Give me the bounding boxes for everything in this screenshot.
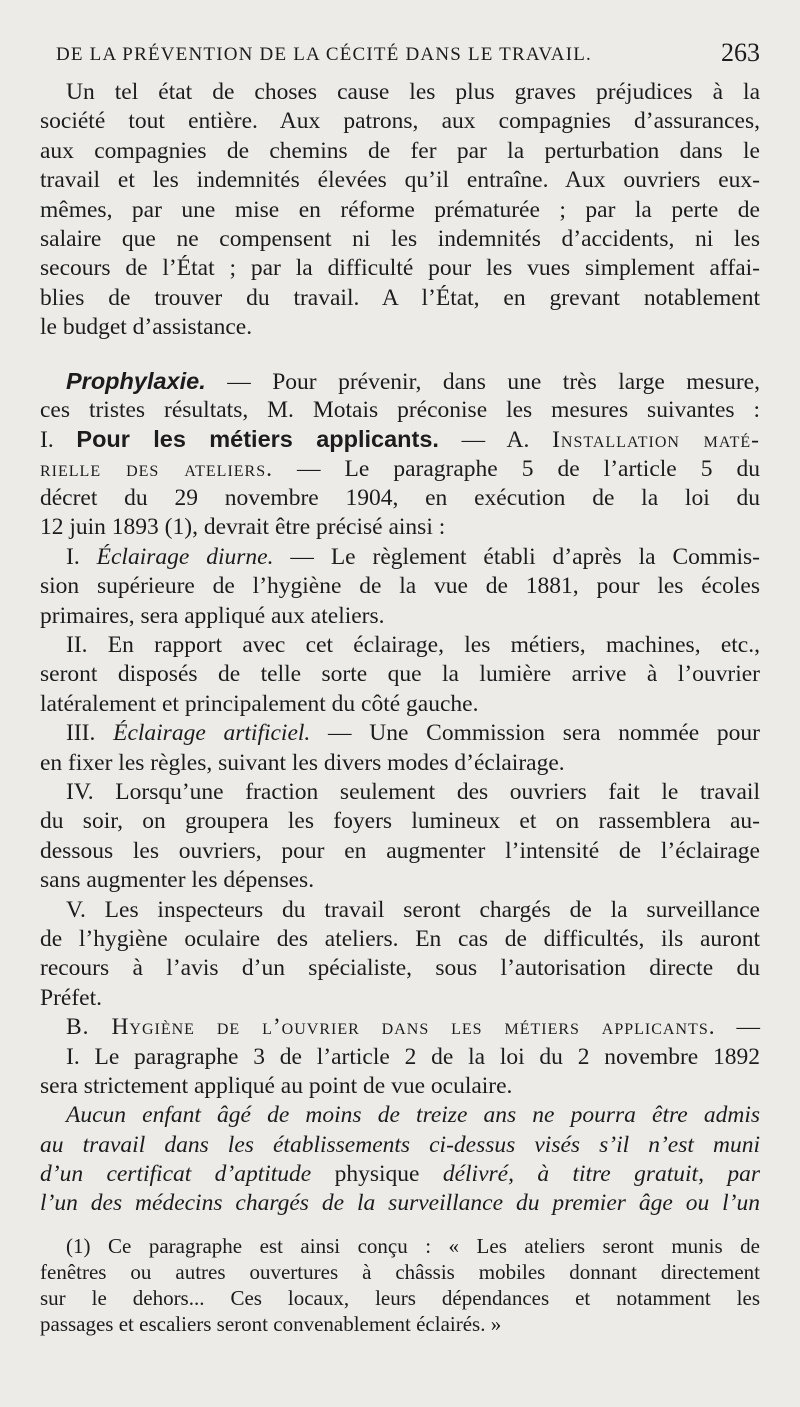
text-line (40, 543, 760, 572)
text-line: Préfet. (40, 984, 102, 1011)
text-line: le budget d’assistance. (40, 314, 253, 341)
text-line: sion supérieure de l’hygiène de la vue de 1881, pour les écoles (40, 573, 760, 600)
footnote-line: (1) Ce paragraphe est ainsi conçu : « Les ateliers seront munis de (66, 1233, 760, 1258)
subsection-heading: rielle des ateliers. (40, 455, 273, 482)
page-body (40, 78, 760, 1337)
text-line: 12 juin 1893 (1), devrait être précisé ainsi : (40, 514, 446, 541)
section-heading: Pour les métiers applicants. (76, 426, 439, 453)
text-line: sans augmenter les dépenses. (40, 867, 315, 894)
text-fragment: physique (334, 1161, 420, 1188)
text-line: latéralement et principalement du côté gauche. (40, 690, 479, 717)
text-line: mêmes, par une mise en réforme prématurée ; par la perte de (40, 196, 760, 223)
text-fragment: d’un certificat d’aptitude (40, 1161, 335, 1188)
text-fragment: — Une Commission sera nommée pour (310, 720, 761, 747)
text-line: recours à l’avis d’un spécialiste, sous l’autorisation directe du (40, 955, 760, 982)
running-title: DE LA PRÉVENTION DE LA CÉCITÉ DANS LE TRAVAIL. (56, 44, 592, 65)
text-line: primaires, sera appliqué aux ateliers. (40, 602, 385, 629)
text-line: société tout entière. Aux patrons, aux compagnies d’assurances, (40, 108, 760, 135)
quote-line: au travail dans les établissements ci-dessus visés s’il n’est muni (40, 1131, 760, 1158)
page-number: 263 (721, 38, 760, 67)
text-line: II. En rapport avec cet éclairage, les métiers, machines, etc., (66, 632, 760, 659)
text-line: ces tristes résultats, M. Motais préconise les mesures suivantes : (40, 396, 760, 423)
footnote-line: fenêtres ou autres ouvertures à châssis mobiles donnant directement (40, 1259, 760, 1284)
item-heading: Éclairage diurne. (96, 543, 274, 570)
text-line: secours de l’État ; par la difficulté pour les vues simplement affai- (40, 255, 760, 282)
text-line: en fixer les règles, suivant les divers modes d’éclairage. (40, 749, 565, 776)
text-line (40, 367, 760, 396)
text-line: salaire que ne compensent ni les indemnités d’accidents, ni les (40, 225, 760, 252)
quote-line (40, 1160, 760, 1189)
text-line: sera strictement appliqué au point de vue oculaire. (40, 1072, 513, 1099)
text-fragment: — Le règlement établi d’après la Commis- (273, 543, 760, 570)
text-line: V. Les inspecteurs du travail seront chargés de la surveillance (66, 896, 760, 923)
text-fragment: — (715, 1014, 760, 1041)
item-heading: Éclairage artificiel. (113, 720, 311, 747)
text-line: travail et les indemnités élevées qu’il entraîne. Aux ouvriers eux- (40, 167, 760, 194)
text-line: blies de trouver du travail. A l’État, en grevant notablement (40, 284, 760, 311)
text-fragment: — A. (438, 427, 553, 454)
text-line: seront disposés de telle sorte que la lumière arrive à l’ouvrier (40, 661, 760, 688)
text-line: décret du 29 novembre 1904, en exécution de la loi du (40, 485, 760, 512)
quote-line: l’un des médecins chargés de la surveillance du premier âge ou l’un (40, 1190, 760, 1217)
text-line (40, 425, 760, 454)
text-fragment: I. (40, 427, 77, 454)
text-line: dessous les ouvriers, pour en augmenter l’intensité de l’éclairage (40, 837, 760, 864)
prophylaxie-heading: Prophylaxie. (66, 367, 206, 394)
text-line (40, 455, 760, 484)
text-fragment: — Pour prévenir, dans une très large mesure, (205, 368, 760, 395)
text-line: IV. Lorsqu’une fraction seulement des ouvriers fait le travail (66, 778, 760, 805)
text-line: I. Le paragraphe 3 de l’article 2 de la loi du 2 novembre 1892 (66, 1043, 760, 1070)
text-line: du soir, on groupera les foyers lumineux et on rassemblera au- (40, 808, 760, 835)
running-head (40, 38, 760, 72)
text-fragment: III. (66, 720, 114, 747)
text-fragment: délivré, à titre gratuit, par (419, 1161, 760, 1188)
text-fragment: — Le paragraphe 5 de l’article 5 du (273, 455, 760, 482)
subsection-heading: Installation maté- (552, 427, 761, 454)
text-line (40, 1013, 760, 1042)
subsection-heading: B. Hygiène de l’ouvrier dans les métiers applicants. (66, 1014, 716, 1041)
text-line: Un tel état de choses cause les plus graves préjudices à la (66, 79, 760, 105)
text-line: aux compagnies de chemins de fer par la perturbation dans le (40, 137, 760, 164)
quote-line: Aucun enfant âgé de moins de treize ans ne pourra être admis (66, 1102, 760, 1129)
text-fragment: I. (66, 543, 97, 570)
text-line: de l’hygiène oculaire des ateliers. En cas de difficultés, ils auront (40, 925, 760, 952)
text-line (40, 719, 760, 748)
footnote-line: sur le dehors... Ces locaux, leurs dépendances et notamment les (40, 1285, 760, 1310)
footnote-line: passages et escaliers seront convenablement éclairés. » (40, 1311, 502, 1336)
